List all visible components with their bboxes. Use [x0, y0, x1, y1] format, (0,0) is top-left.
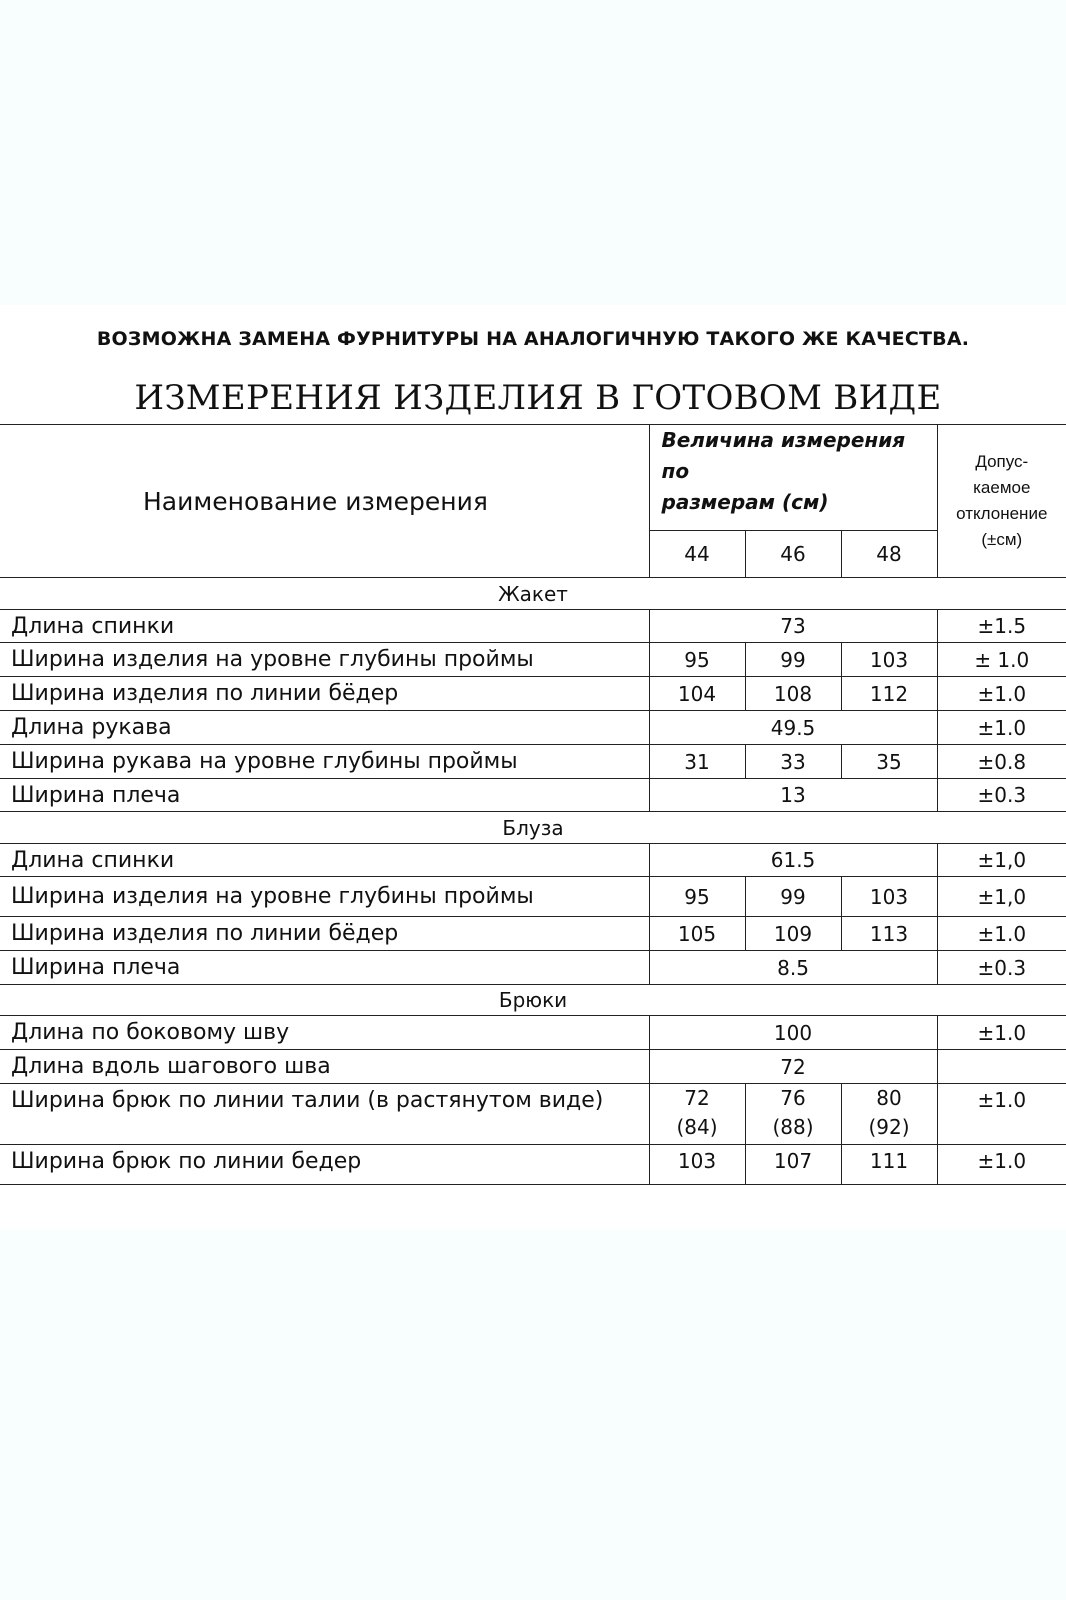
size-48: 48 [841, 531, 937, 578]
measurement-value-main: 80 [876, 1086, 902, 1110]
measurement-name: Ширина изделия по линии бёдер [0, 917, 649, 951]
measurement-name: Ширина плеча [0, 951, 649, 985]
header-tolerance-line2: каемое [973, 478, 1031, 497]
measurement-tolerance: ±1.0 [937, 711, 1066, 745]
table-row [0, 1050, 1066, 1084]
measurement-value-main: 72 [684, 1086, 710, 1110]
header-tolerance-line4: (±см) [981, 530, 1023, 549]
measurement-value: 113 [841, 917, 937, 951]
measurement-name: Ширина брюк по линии талии (в растянутом виде) [0, 1084, 649, 1145]
section-row [0, 812, 1066, 844]
measurement-value: 99 [745, 643, 841, 677]
measurement-tolerance: ±1.0 [937, 1016, 1066, 1050]
measurement-tolerance: ±1,0 [937, 877, 1066, 917]
section-title-blouse: Блуза [0, 812, 1066, 844]
measurement-name: Длина спинки [0, 610, 649, 643]
measurement-value: 103 [841, 643, 937, 677]
measurement-value [649, 1084, 745, 1145]
measurement-value: 100 [649, 1016, 937, 1050]
measurement-tolerance: ±1.0 [937, 1084, 1066, 1145]
measurement-name: Ширина брюк по линии бедер [0, 1145, 649, 1185]
table-row [0, 677, 1066, 711]
header-row [0, 425, 1066, 531]
measurement-name: Длина вдоль шагового шва [0, 1050, 649, 1084]
measurement-value: 112 [841, 677, 937, 711]
size-44: 44 [649, 531, 745, 578]
table-row [0, 779, 1066, 812]
measurement-value: 33 [745, 745, 841, 779]
measurement-value: 109 [745, 917, 841, 951]
measurement-tolerance: ±0.3 [937, 951, 1066, 985]
measurement-value: 61.5 [649, 844, 937, 877]
measurement-tolerance: ±1.0 [937, 917, 1066, 951]
measurement-value: 49.5 [649, 711, 937, 745]
measurement-name: Ширина изделия на уровне глубины проймы [0, 643, 649, 677]
measurement-value: 103 [649, 1145, 745, 1185]
measurement-name: Длина рукава [0, 711, 649, 745]
header-value-line2: размерам (см) [661, 490, 829, 514]
measurement-value: 111 [841, 1145, 937, 1185]
measurement-value: 105 [649, 917, 745, 951]
measurement-tolerance: ±1,0 [937, 844, 1066, 877]
measurement-value: 108 [745, 677, 841, 711]
table-row [0, 643, 1066, 677]
measurement-value-stretched: (88) [772, 1115, 814, 1139]
size-46: 46 [745, 531, 841, 578]
section-title-trousers: Брюки [0, 985, 1066, 1016]
measurement-value: 95 [649, 643, 745, 677]
header-tolerance [937, 425, 1066, 578]
header-tolerance-line1: Допус- [975, 452, 1029, 471]
measurement-value: 107 [745, 1145, 841, 1185]
measurement-value [841, 1084, 937, 1145]
header-tolerance-line3: отклонение [956, 504, 1048, 523]
table-row [0, 917, 1066, 951]
header-value [649, 425, 937, 531]
measurements-table [0, 424, 1066, 1185]
section-row [0, 985, 1066, 1016]
table-row [0, 1016, 1066, 1050]
measurement-name: Длина спинки [0, 844, 649, 877]
measurement-value: 73 [649, 610, 937, 643]
table-row [0, 877, 1066, 917]
table-row [0, 1145, 1066, 1185]
measurement-name: Ширина изделия на уровне глубины проймы [0, 877, 649, 917]
table-row [0, 610, 1066, 643]
measurement-value: 13 [649, 779, 937, 812]
measurement-value: 103 [841, 877, 937, 917]
fittings-notice: ВОЗМОЖНА ЗАМЕНА ФУРНИТУРЫ НА АНАЛОГИЧНУЮ ТАКОГО ЖЕ КАЧЕСТВА. [96, 328, 970, 350]
section-title-jacket: Жакет [0, 578, 1066, 610]
measurement-value: 95 [649, 877, 745, 917]
measurement-name: Длина по боковому шву [0, 1016, 649, 1050]
measurement-value-stretched: (84) [676, 1115, 718, 1139]
measurement-value: 104 [649, 677, 745, 711]
table-row [0, 951, 1066, 985]
measurement-tolerance: ±0.8 [937, 745, 1066, 779]
measurement-tolerance: ± 1.0 [937, 643, 1066, 677]
measurement-value: 99 [745, 877, 841, 917]
header-name: Наименование измерения [0, 425, 649, 578]
measurement-tolerance: ±1.0 [937, 677, 1066, 711]
measurement-tolerance: ±1.5 [937, 610, 1066, 643]
measurement-name: Ширина изделия по линии бёдер [0, 677, 649, 711]
measurement-tolerance: ±1.0 [937, 1145, 1066, 1185]
measurement-value: 8.5 [649, 951, 937, 985]
measurement-value-main: 76 [780, 1086, 806, 1110]
table-row [0, 844, 1066, 877]
measurement-value-stretched: (92) [868, 1115, 910, 1139]
header-value-line1: Величина измерения по [661, 428, 906, 483]
section-row [0, 578, 1066, 610]
measurement-value [745, 1084, 841, 1145]
measurement-tolerance: ±0.3 [937, 779, 1066, 812]
measurement-value: 31 [649, 745, 745, 779]
table-row [0, 711, 1066, 745]
measurement-name: Ширина рукава на уровне глубины проймы [0, 745, 649, 779]
measurement-tolerance [937, 1050, 1066, 1084]
table-row [0, 1084, 1066, 1145]
measurement-name: Ширина плеча [0, 779, 649, 812]
measurement-value: 72 [649, 1050, 937, 1084]
page-title: ИЗМЕРЕНИЯ ИЗДЕЛИЯ В ГОТОВОМ ВИДЕ [134, 378, 942, 418]
table-row [0, 745, 1066, 779]
measurement-value: 35 [841, 745, 937, 779]
